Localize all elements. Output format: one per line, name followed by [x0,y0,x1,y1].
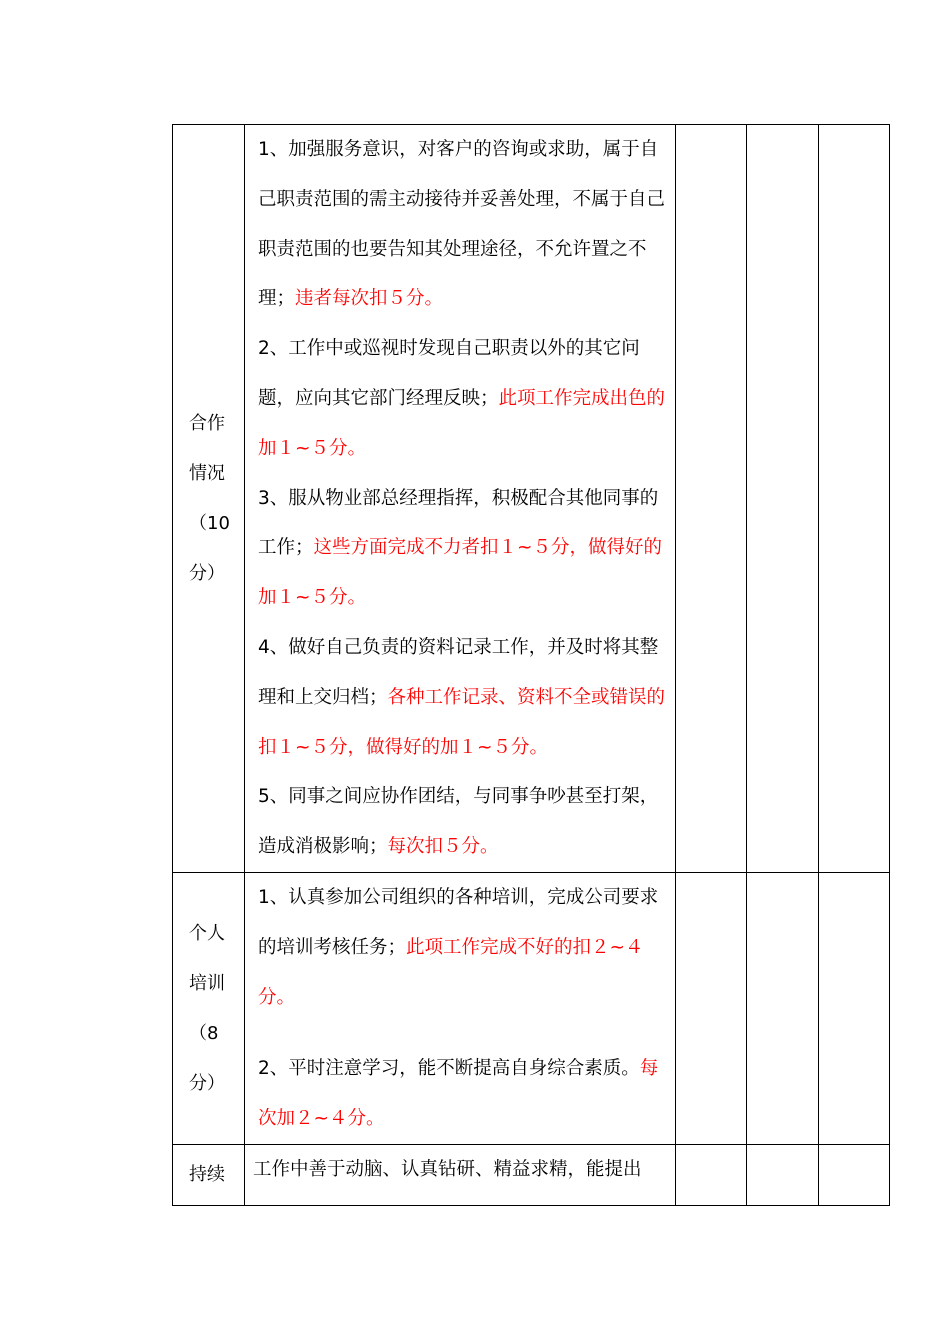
score-cell [747,125,819,873]
category-training: 个人 培训 （8 分） [173,873,245,1145]
score-cell [819,873,890,1145]
category-continuous: 持续 [173,1145,245,1206]
score-cell [676,125,747,873]
category-cooperation: 合作 情况 （10 分） [173,125,245,873]
score-cell [676,1145,747,1206]
criteria-cell [245,873,676,1145]
criteria-cell [245,1145,676,1206]
criterion-item: 3、服从物业部总经理指挥，积极配合其他同事的工作；这些方面完成不力者扣１~５分，做得好的加１~５分。 [258,487,663,609]
criterion-item: 1、认真参加公司组织的各种培训，完成公司要求的培训考核任务；此项工作完成不好的扣２~４分。 [258,887,659,1008]
criteria-cell [245,125,676,873]
score-cell [819,125,890,873]
criterion-item: 1、加强服务意识，对客户的咨询或求助，属于自己职责范围的需主动接待并妥善处理，不属于自己职责范围的也要告知其处理途径，不允许置之不理；违者每次扣５分。 [258,139,666,310]
score-cell [819,1145,890,1206]
score-cell [676,873,747,1145]
criterion-item: 5、同事之间应协作团结，与同事争吵甚至打架，造成消极影响；每次扣５分。 [258,786,659,858]
score-cell [747,873,819,1145]
evaluation-table [172,124,890,1206]
criterion-item: 2、工作中或巡视时发现自己职责以外的其它问题，应向其它部门经理反映；此项工作完成出色的加１~５分。 [258,338,666,459]
table-row-continuous [173,1145,890,1206]
table-row-training [173,873,890,1145]
score-cell [747,1145,819,1206]
table-row-cooperation [173,125,890,873]
criterion-item: 工作中善于动脑、认真钻研、精益求精，能提出 [253,1159,642,1180]
criterion-item: 4、做好自己负责的资料记录工作，并及时将其整理和上交归档；各种工作记录、资料不全或错误的扣１~５分，做得好的加１~５分。 [258,636,666,758]
criterion-item: 2、平时注意学习，能不断提高自身综合素质。每次加２~４分。 [258,1058,659,1130]
